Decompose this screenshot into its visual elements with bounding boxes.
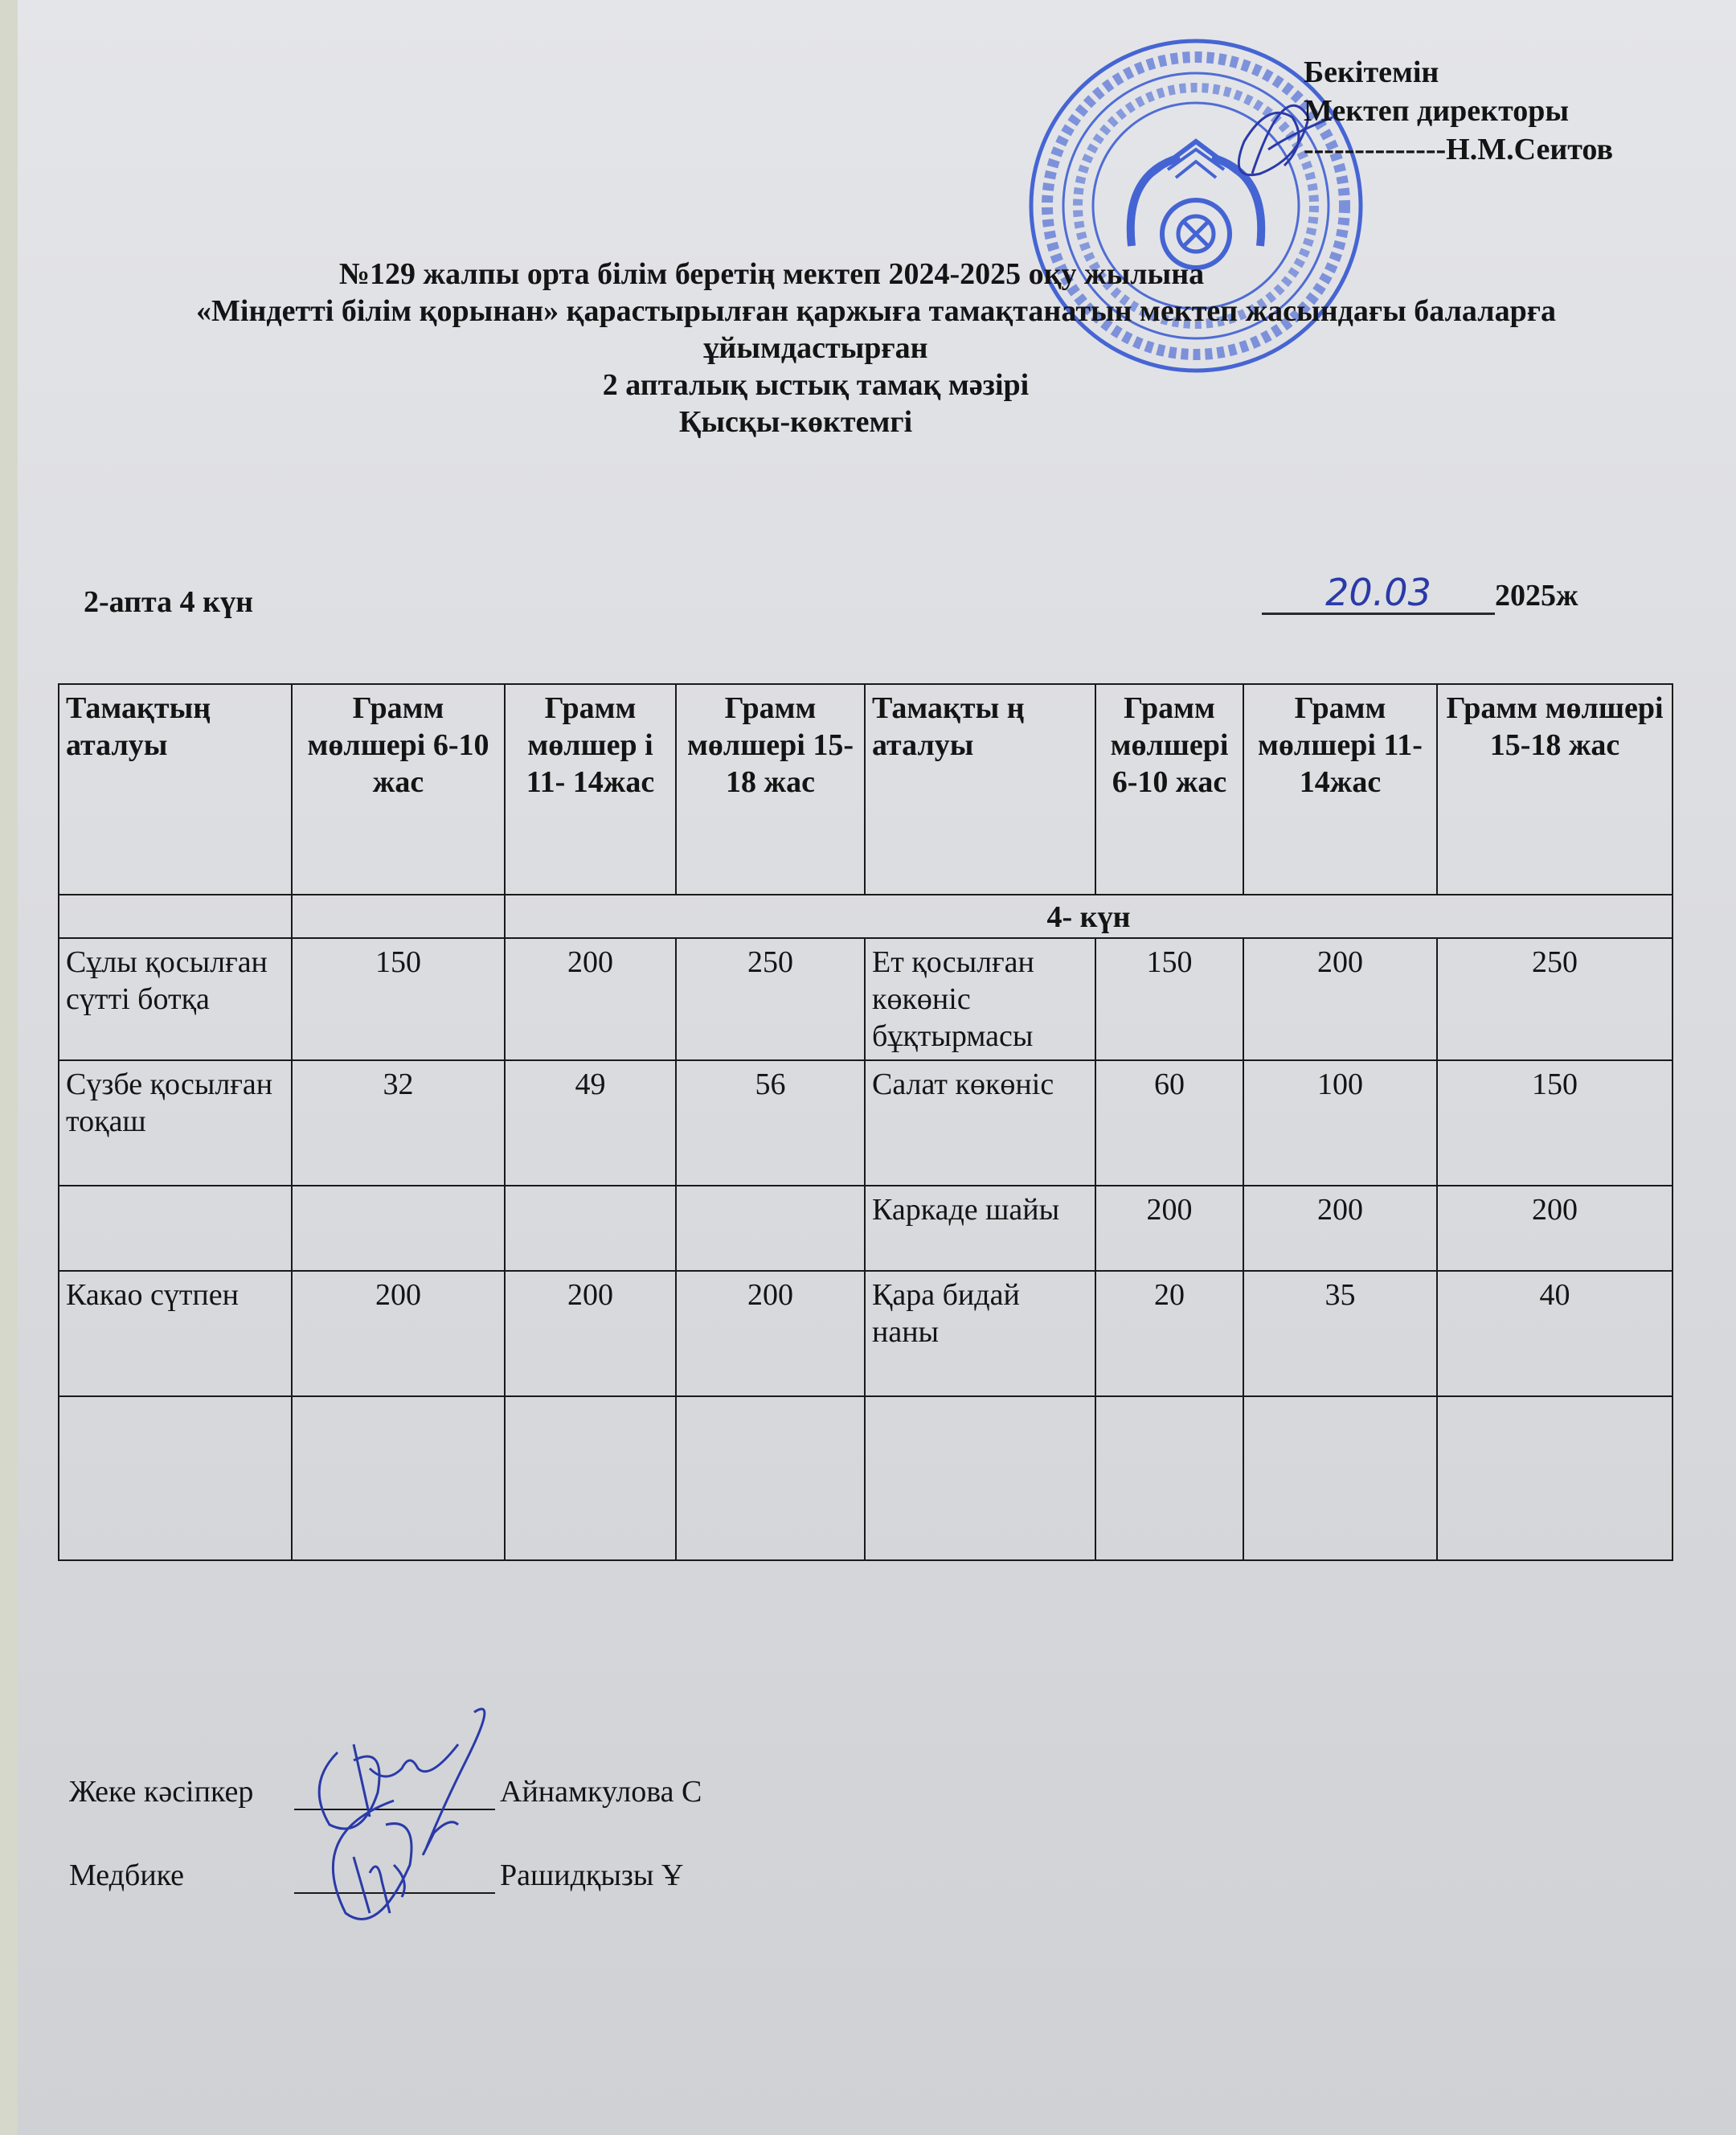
date-field — [1262, 572, 1578, 617]
dish-name: Каркаде шайы — [865, 1186, 1095, 1271]
day-row-empty-cell — [292, 895, 505, 938]
gram-value: 200 — [1243, 1186, 1437, 1271]
gram-value: 32 — [292, 1060, 505, 1186]
page-edge — [0, 0, 18, 2135]
dish-name: Сұлы қосылған сүтті ботқа — [59, 938, 292, 1060]
table-header-row — [59, 684, 1673, 895]
dish-name: Қара бидай наны — [865, 1271, 1095, 1396]
gram-value: 49 — [505, 1060, 676, 1186]
entrepreneur-signature-line — [69, 1773, 702, 1810]
gram-value: 250 — [676, 938, 865, 1060]
table-row — [59, 1186, 1673, 1271]
director-name: --------------Н.М.Сеитов — [1304, 133, 1613, 166]
empty-cell — [292, 1396, 505, 1560]
title-line-1: №129 жалпы орта білім беретің мектеп 2024-2025 оқу жылына — [338, 257, 1205, 291]
empty-cell — [1437, 1396, 1673, 1560]
gram-value: 150 — [292, 938, 505, 1060]
gram-value: 200 — [505, 938, 676, 1060]
gram-value: 56 — [676, 1060, 865, 1186]
gram-value: 100 — [1243, 1060, 1437, 1186]
dish-name: Ет қосылған көкөніс бұқтырмасы — [865, 938, 1095, 1060]
gram-value — [676, 1186, 865, 1271]
header-gram-6-10-1: Грамм мөлшері 6-10 жас — [292, 684, 505, 895]
table-row-empty — [59, 1396, 1673, 1560]
week-day-label: 2-апта 4 күн — [84, 585, 253, 619]
dish-name — [59, 1186, 292, 1271]
nurse-label: Медбике — [69, 1858, 185, 1892]
header-gram-11-14-2: Грамм мөлшері 11-14жас — [1243, 684, 1437, 895]
gram-value: 20 — [1095, 1271, 1243, 1396]
gram-value: 60 — [1095, 1060, 1243, 1186]
title-line-3: ұйымдастырған — [703, 331, 928, 365]
document-title — [32, 256, 1720, 441]
gram-value: 250 — [1437, 938, 1673, 1060]
table-row — [59, 1271, 1673, 1396]
approval-line-1: Бекітемін — [1304, 55, 1439, 89]
signature-blank — [294, 1776, 495, 1810]
approval-line-2: Мектеп директоры — [1304, 94, 1570, 128]
gram-value: 200 — [676, 1271, 865, 1396]
empty-cell — [59, 1396, 292, 1560]
entrepreneur-label: Жеке кәсіпкер — [69, 1775, 254, 1809]
gram-value: 200 — [505, 1271, 676, 1396]
gram-value: 35 — [1243, 1271, 1437, 1396]
dish-name: Салат көкөніс — [865, 1060, 1095, 1186]
gram-value — [292, 1186, 505, 1271]
nurse-name: Рашидқызы Ұ — [500, 1858, 684, 1892]
gram-value: 150 — [1095, 938, 1243, 1060]
day-label: 4- күн — [505, 895, 1673, 938]
gram-value: 200 — [1243, 938, 1437, 1060]
header-gram-15-18-1: Грамм мөлшері 15-18 жас — [676, 684, 865, 895]
header-gram-6-10-2: Грамм мөлшері 6-10 жас — [1095, 684, 1243, 895]
table-row — [59, 1060, 1673, 1186]
gram-value: 40 — [1437, 1271, 1673, 1396]
header-gram-15-18-2: Грамм мөлшері 15-18 жас — [1437, 684, 1673, 895]
title-line-2: «Міндетті білім қорынан» қарастырылған қаржыға тамақтанатын мектеп жасындағы балаларға — [196, 294, 1556, 328]
day-row — [59, 895, 1673, 938]
title-line-4: 2 апталық ыстық тамақ мәзірі — [602, 368, 1030, 402]
gram-value: 200 — [292, 1271, 505, 1396]
nurse-signature-line — [69, 1857, 683, 1894]
gram-value — [505, 1186, 676, 1271]
table-row — [59, 938, 1673, 1060]
menu-table — [58, 683, 1673, 1561]
dish-name: Сүзбе қосылған тоқаш — [59, 1060, 292, 1186]
empty-cell — [1243, 1396, 1437, 1560]
header-gram-11-14-1: Грамм мөлшер і 11- 14жас — [505, 684, 676, 895]
entrepreneur-name: Айнамкулова С — [500, 1775, 702, 1809]
header-dish-name-2: Тамақты ң аталуы — [865, 684, 1095, 895]
gram-value: 150 — [1437, 1060, 1673, 1186]
gram-value: 200 — [1437, 1186, 1673, 1271]
handwritten-date: 20.03 — [1262, 572, 1495, 615]
title-line-5: Қысқы-көктемгі — [678, 405, 913, 439]
dish-name: Какао сүтпен — [59, 1271, 292, 1396]
empty-cell — [676, 1396, 865, 1560]
empty-cell — [1095, 1396, 1243, 1560]
date-year: 2025ж — [1495, 579, 1578, 613]
signature-blank — [294, 1860, 495, 1894]
header-dish-name-1: Тамақтың аталуы — [59, 684, 292, 895]
empty-cell — [865, 1396, 1095, 1560]
gram-value: 200 — [1095, 1186, 1243, 1271]
approval-block — [1304, 53, 1722, 169]
empty-cell — [505, 1396, 676, 1560]
day-row-empty-cell — [59, 895, 292, 938]
